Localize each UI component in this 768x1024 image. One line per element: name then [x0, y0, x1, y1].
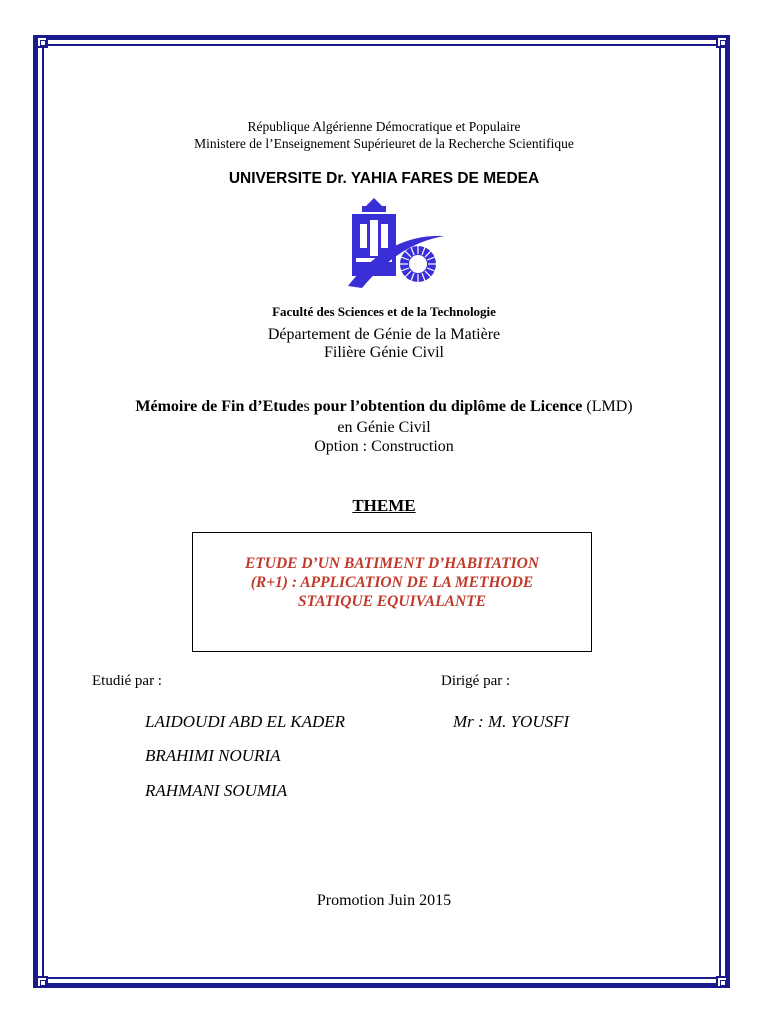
- supervisor-label: Dirigé par :: [441, 673, 511, 689]
- memoire-bold-b: pour l’obtention du diplôme de Licence: [313, 398, 583, 415]
- corner-ornament-top-left: [36, 36, 48, 48]
- student-name-3: RAHMANI SOUMIA: [145, 781, 288, 800]
- university-logo-icon: [340, 198, 450, 293]
- faculty-name: Faculté des Sciences et de la Technologie: [272, 304, 496, 319]
- corner-ornament-top-right: [716, 36, 728, 48]
- memoire-plain-b: (LMD): [582, 398, 633, 415]
- corner-ornament-bottom-left: [36, 976, 48, 988]
- program-name: Filière Génie Civil: [324, 344, 444, 361]
- memoire-plain-a: s: [303, 398, 314, 415]
- theme-title-line-2: (R+1) : APPLICATION DE LA METHODE: [250, 574, 534, 591]
- supervisor-name: Mr : M. YOUSFI: [453, 712, 570, 731]
- theme-title-line-1: ETUDE D’UN BATIMENT D’HABITATION: [244, 555, 540, 572]
- theme-heading: THEME: [352, 496, 416, 515]
- republic-line: République Algérienne Démocratique et Populaire: [247, 119, 521, 134]
- memoire-field: en Génie Civil: [337, 419, 431, 436]
- theme-title-line-3: STATIQUE EQUIVALANTE: [298, 593, 486, 610]
- memoire-option: Option : Construction: [314, 438, 454, 455]
- memoire-bold-a: Mémoire de Fin d’Etude: [135, 398, 304, 415]
- student-name-2: BRAHIMI NOURIA: [145, 746, 281, 765]
- memoire-line: [0, 398, 768, 416]
- promotion-line: Promotion Juin 2015: [316, 892, 452, 909]
- ministry-line: Ministere de l’Enseignement Supérieuret de la Recherche Scientifique: [194, 136, 574, 151]
- students-label: Etudié par :: [92, 673, 162, 689]
- university-name: UNIVERSITE Dr. YAHIA FARES DE MEDEA: [228, 170, 540, 187]
- department-name: Département de Génie de la Matière: [267, 326, 501, 343]
- student-name-1: LAIDOUDI ABD EL KADER: [145, 712, 346, 731]
- theme-title: [200, 554, 584, 611]
- corner-ornament-bottom-right: [716, 976, 728, 988]
